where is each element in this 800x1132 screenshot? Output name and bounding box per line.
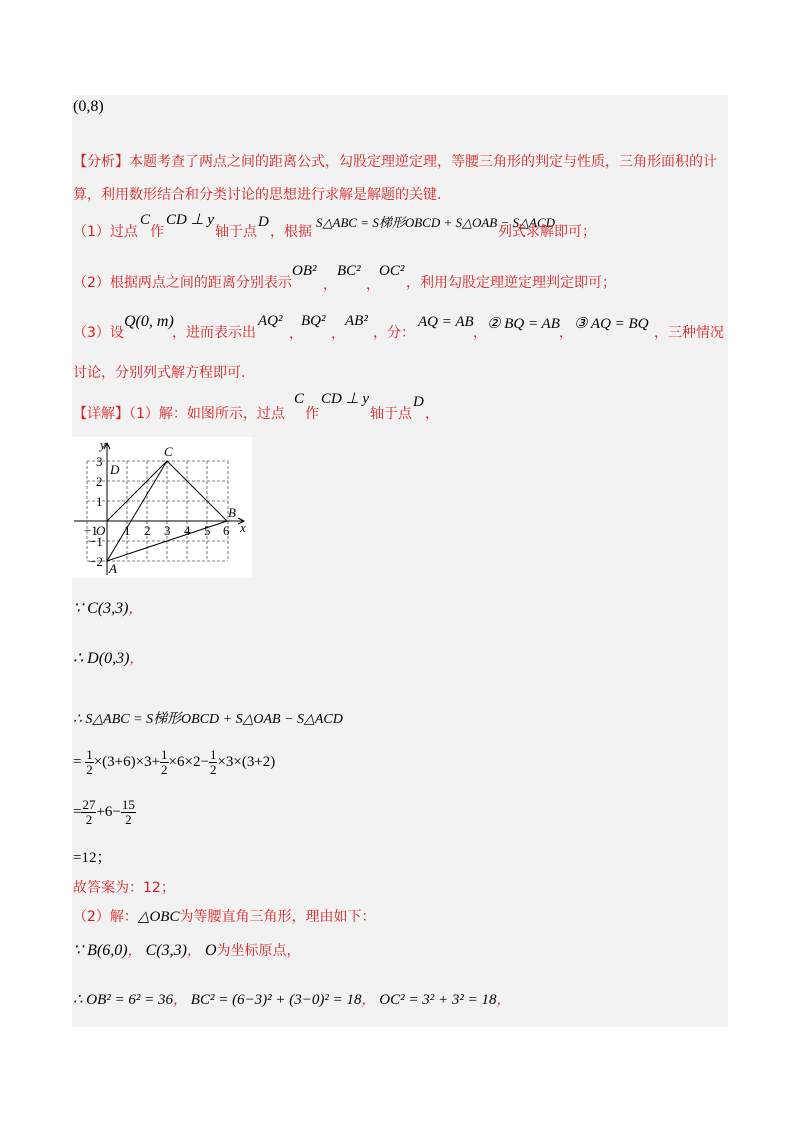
x-tick: 3 [164,523,171,538]
detail-tag: 【详解】 [73,406,129,422]
part2-oc2: OC² [379,263,405,279]
y-tick: 3 [96,454,103,469]
detail-d: D [413,394,424,410]
x-tick: 1 [124,523,131,538]
fraction-half: $\frac{1}{2}$ [209,747,217,777]
y-tick: 2 [96,474,103,489]
analysis-tag: 【分析】 [73,154,129,170]
part2-tail: ，利用勾股定理逆定理判定即可； [406,275,616,291]
part1-tail: 列式求解即可； [498,224,596,240]
part3-bq2: BQ² [301,313,326,329]
part2-comma-1: ， [323,277,337,293]
step-area-formula: ∴ S△ABC = S梯形OBCD + S△OAB − S△ACD [73,712,343,727]
step-area-expand: = $\frac{1}{2}$ ×(3+6)×3+ $\frac{1}{2}$ ×6×2− $\frac{1}{2}$ ×3×(3+2) [73,747,276,777]
part3-comma-2: ， [331,326,345,342]
x-tick: −1 [84,523,98,538]
part2-solution-intro: （2）解：△OBC为等腰直角三角形，理由如下： [73,909,376,925]
part2-label: （2）根据两点之间的距离分别表示 [73,275,292,291]
part2-comma-2: ， [366,277,380,293]
detail-c: C [294,391,305,407]
top-coordinate: (0,8) [73,98,104,115]
distance-squares: ∴ OB² = 6² = 36， BC² = (6−3)² + (3−0)² = 18， OC² = 3² + 3² = 18， [73,992,511,1008]
fraction-half: $\frac{1}{2}$ [161,747,168,777]
step-c: ∵ C(3,3)， [73,600,143,617]
part3-case3: ③ AQ = BQ [574,316,649,332]
part3-line-2: 讨论，分别列式解方程即可. [73,365,246,381]
y-tick: −1 [89,534,103,549]
part3-case1: AQ = AB [418,314,474,330]
part3-comma-4: ， [559,325,573,341]
fraction-half: $\frac{1}{2}$ [86,747,93,777]
part1-formula: S△ABC = S梯形OBCD + S△OAB − S△ACD [316,215,556,230]
part1-label: （1）过点 [73,224,138,240]
step-area-result: =12； [73,850,112,866]
graph-point-d: D [110,462,120,477]
detail-line: 【详解】（1）解：如图所示，过点 [73,406,285,422]
part1-c: C [140,212,151,228]
x-tick: 2 [144,523,151,538]
x-tick: 4 [184,523,191,538]
part3-tail: ，三种情况 [654,325,724,341]
x-tick: 6 [223,523,230,538]
detail-comma: ， [425,406,439,422]
fraction-15-2: $\frac{15}{2}$ [121,797,135,827]
analysis-line-2: 算，利用数形结合和分类讨论的思想进行求解是解题的关键. [73,187,442,203]
part1-zuo: 作 [150,224,164,240]
y-tick: 1 [96,494,103,509]
graph-x-label: x [240,520,246,535]
part3-case2: ② BQ = AB [487,316,560,332]
part3-mid: ，进而表示出 [172,325,256,341]
part3-comma-1: ， [289,326,303,342]
part1-cd: CD ⊥ y [166,212,215,228]
answer-line: 故答案为：12； [73,880,175,896]
detail-axis: 轴于点 [370,406,412,422]
part1-d: D [258,214,269,230]
part3-comma-3: ， [473,325,487,341]
fraction-27-2: $\frac{27}{2}$ [82,797,96,827]
part2-ob2: OB² [292,263,317,279]
given-points: ∵ B(6,0)， C(3,3)， O为坐标原点， [73,942,301,959]
part1-axis: 轴于点 [215,224,257,240]
graph-point-b: B [228,505,236,520]
step-area-simplify: = $\frac{27}{2}$ +6− $\frac{15}{2}$ [73,797,135,827]
graph-point-a: A [109,561,117,576]
part2-bc2: BC² [337,263,361,279]
detail-cd: CD ⊥ y [321,391,370,407]
analysis-line-1: 【分析】本题考查了两点之间的距离公式，勾股定理逆定理，等腰三角形的判定与性质，三角形面积的计 [73,154,717,170]
graph-origin: O [96,523,106,538]
part3-fen: ，分： [373,325,415,341]
part3-aq2: AQ² [258,313,283,329]
part3-label: （3）设 [73,325,124,341]
graph-point-c: C [164,444,173,459]
x-tick: 5 [204,523,211,538]
step-d: ∴ D(0,3)， [73,650,144,667]
part3-ab2: AB² [345,313,368,329]
graph-y-label: y [100,437,106,452]
coordinate-graph [72,437,252,578]
y-tick: −2 [89,554,103,569]
part3-q: Q(0, m) [124,313,174,330]
detail-zuo: 作 [305,406,319,422]
part1-genju: ，根据 [270,224,312,240]
